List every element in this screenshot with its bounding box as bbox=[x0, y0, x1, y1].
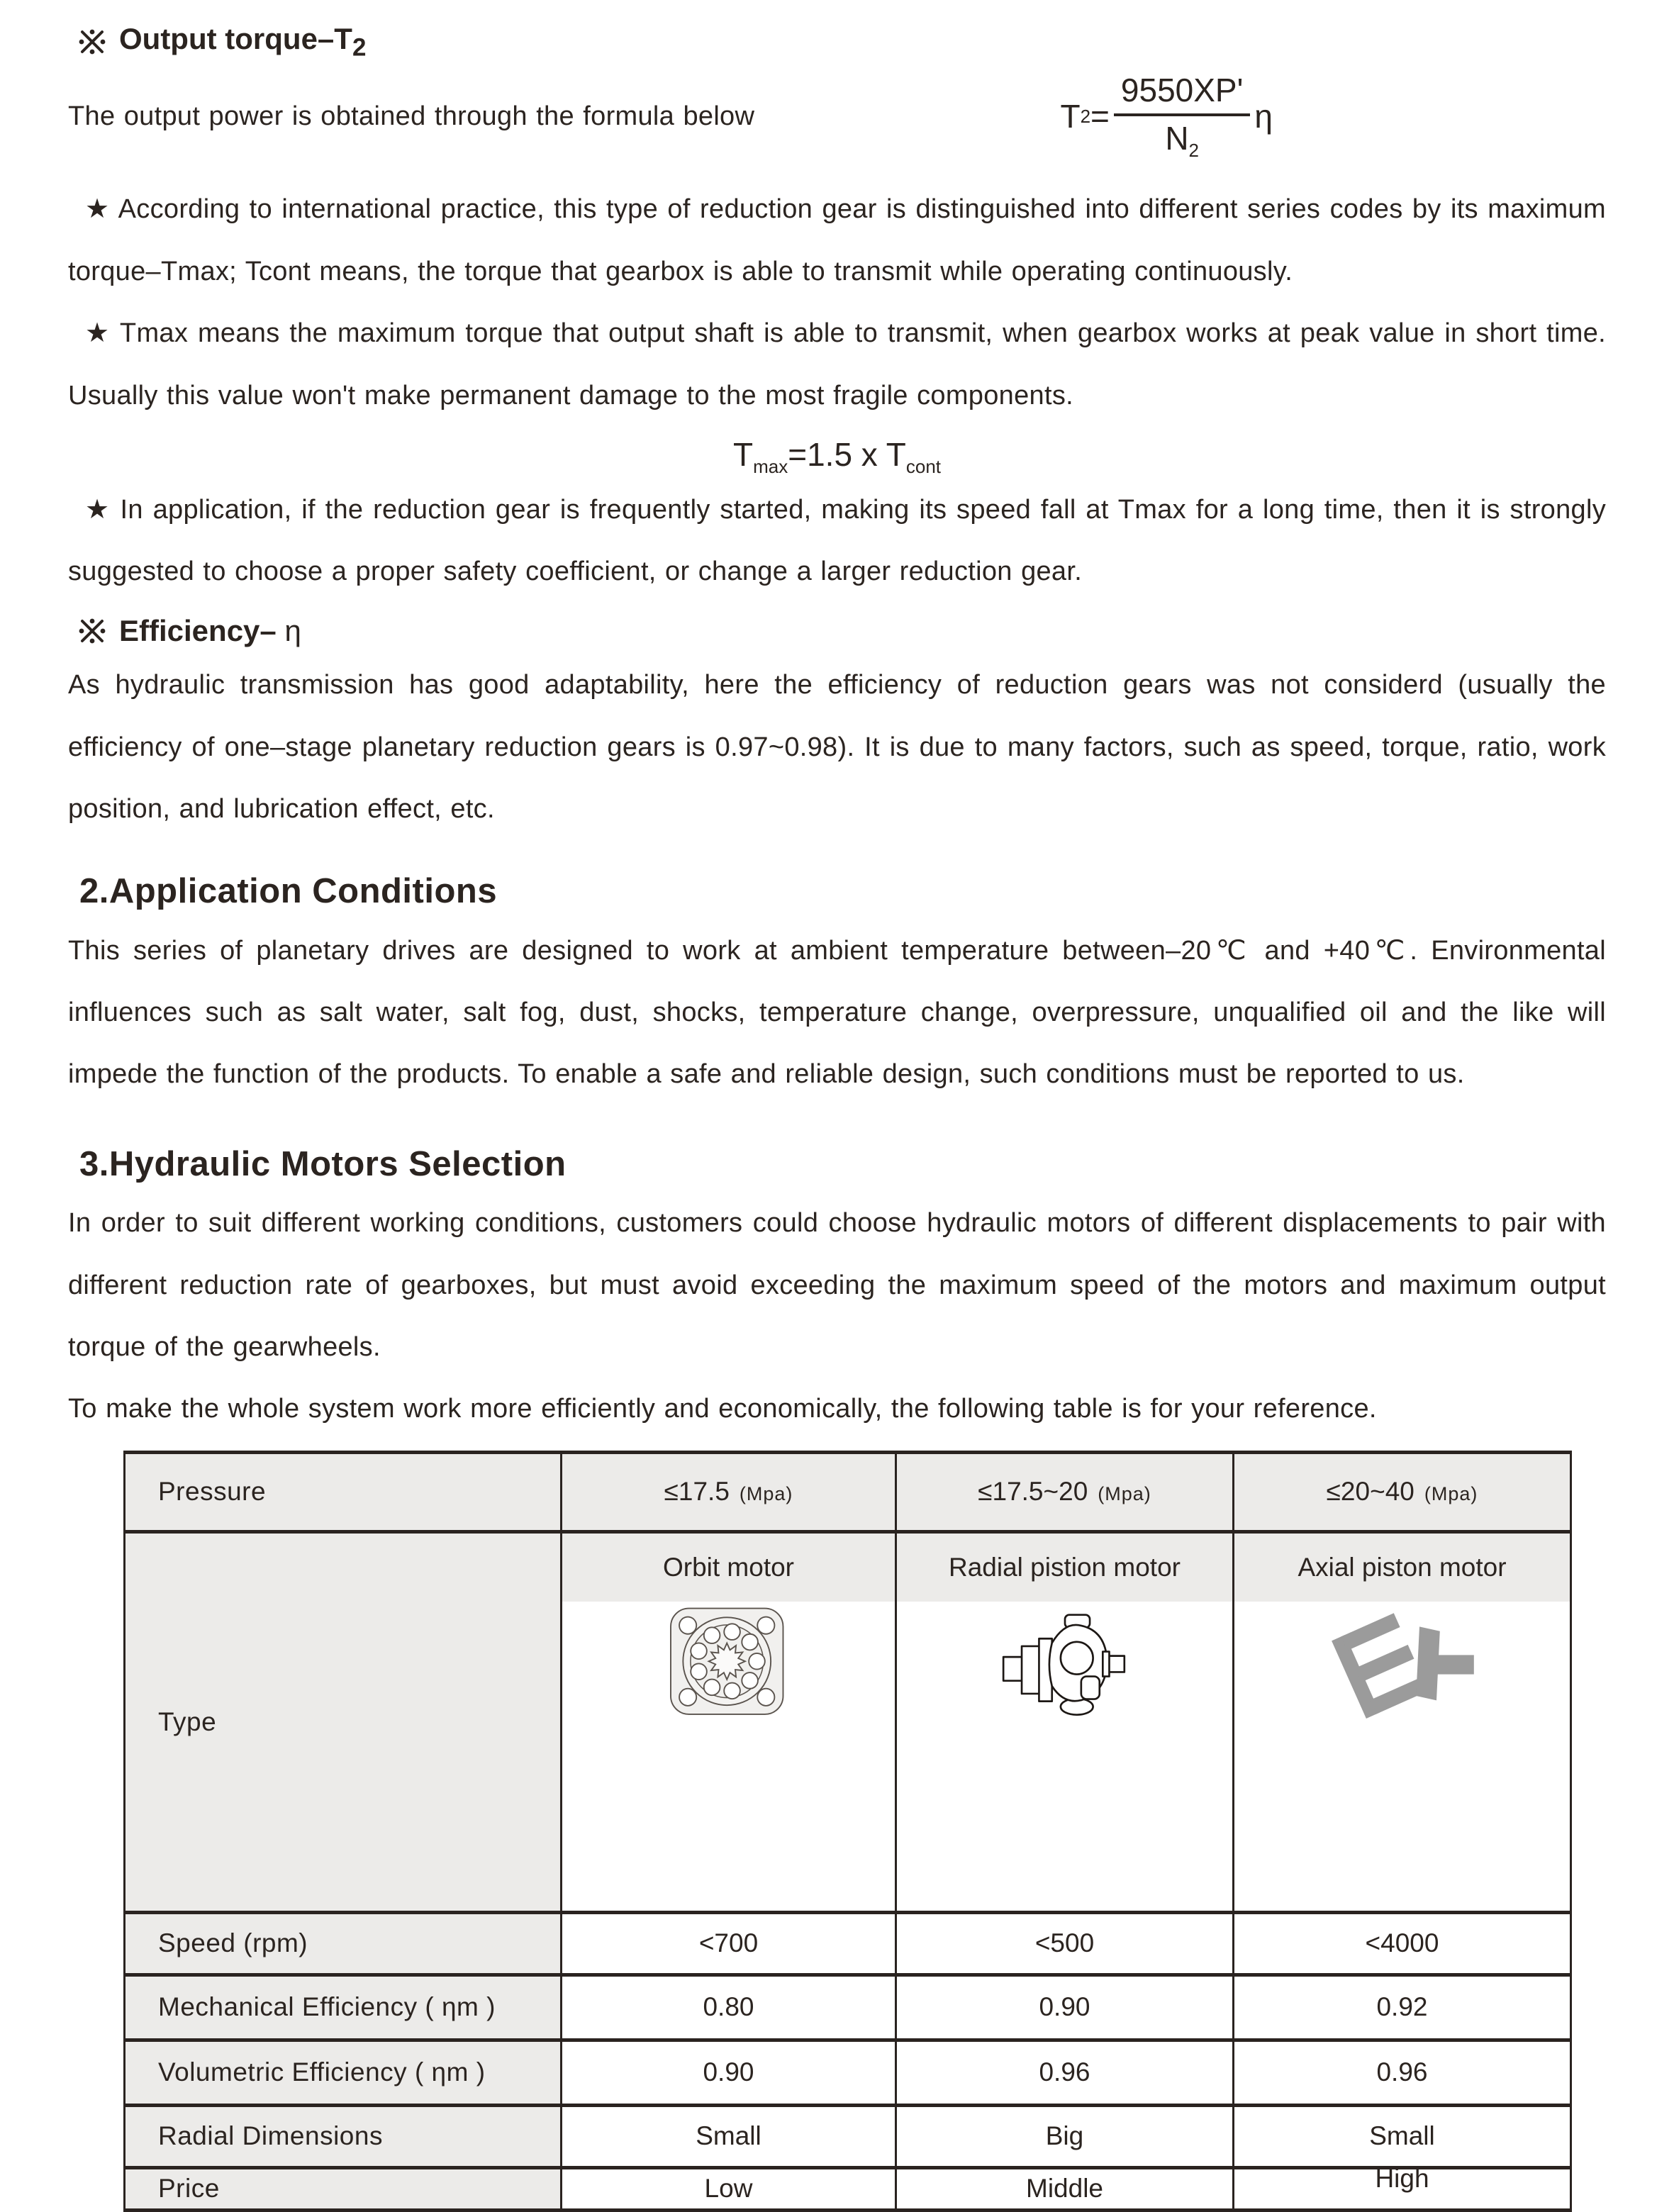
pressure-value-cell: ≤17.5 (Mpa) bbox=[562, 1452, 896, 1531]
radial-dimensions-label: Radial Dimensions bbox=[125, 2105, 562, 2167]
volumetric-efficiency-value: 0.96 bbox=[1234, 2040, 1571, 2105]
radial-piston-motor-name: Radial pistion motor bbox=[897, 1534, 1232, 1602]
price-value: High bbox=[1234, 2167, 1571, 2210]
volumetric-efficiency-row bbox=[125, 2040, 1571, 2105]
formula-lhs-sub: 2 bbox=[1080, 105, 1091, 127]
formula-fraction bbox=[1114, 71, 1250, 162]
pressure-label: Pressure bbox=[125, 1452, 562, 1531]
formula-equals: = bbox=[1090, 98, 1110, 135]
type-label: Type bbox=[125, 1531, 562, 1912]
price-value: Low bbox=[562, 2167, 896, 2210]
type-row bbox=[125, 1531, 1571, 1912]
speed-label: Speed (rpm) bbox=[125, 1912, 562, 1974]
intro-row bbox=[68, 67, 1606, 166]
heading-efficiency-text: Efficiency– η bbox=[119, 613, 301, 647]
radial-dimensions-row bbox=[125, 2105, 1571, 2167]
mechanical-efficiency-value: 0.90 bbox=[896, 1974, 1234, 2040]
radial-dimensions-value: Big bbox=[896, 2105, 1234, 2167]
price-value: Middle bbox=[896, 2167, 1234, 2210]
reference-mark-icon bbox=[78, 617, 106, 645]
heading-output-torque-text: Output torque–$T_2$ bbox=[119, 22, 367, 62]
formula-denominator: $N_2$ bbox=[1165, 120, 1200, 162]
axial-piston-motor-cell bbox=[1234, 1531, 1571, 1912]
pressure-value-cell: ≤17.5~20 (Mpa) bbox=[896, 1452, 1234, 1531]
radial-piston-motor-cell bbox=[896, 1531, 1234, 1912]
speed-value: <700 bbox=[562, 1912, 896, 1974]
formula-eta: η bbox=[1254, 98, 1273, 135]
pressure-row bbox=[125, 1452, 1571, 1531]
pressure-value-cell: ≤20~40 (Mpa) bbox=[1234, 1452, 1571, 1531]
mechanical-efficiency-label: Mechanical Efficiency ( ηm ) bbox=[125, 1974, 562, 2040]
intro-sentence: The output power is obtained through the formula below bbox=[68, 101, 755, 131]
reference-mark-icon bbox=[78, 28, 106, 56]
volumetric-efficiency-value: 0.96 bbox=[896, 2040, 1234, 2105]
heading-output-torque bbox=[78, 21, 1606, 62]
speed-row bbox=[125, 1912, 1571, 1974]
axial-piston-motor-name: Axial piston motor bbox=[1234, 1534, 1570, 1602]
tmax-formula: $T_{max}=1.5$ x $T_{cont}$ bbox=[732, 435, 942, 478]
mechanical-efficiency-row bbox=[125, 1974, 1571, 2040]
bullet-paragraph-1: ★ According to international practice, this type of reduction gear is distinguished into different series codes by its maximum torque–Tmax; Tcont means, the torque that gearbox is able to transmit while operating continuously. bbox=[68, 194, 1606, 286]
orbit-motor-cell bbox=[562, 1531, 896, 1912]
hydraulic-motors-paragraph: In order to suit different working conditions, customers could choose hydraulic motors of different displacements to pair with different reduction rate of gearboxes, but must avoid exceeding the maximum speed of the motors and maximum output torque of the gearwheels. bbox=[68, 1208, 1606, 1362]
output-torque-formula bbox=[1060, 71, 1273, 162]
table-reference-note: To make the whole system work more efficiently and economically, the following table is for your reference. bbox=[68, 1394, 1377, 1424]
mechanical-efficiency-value: 0.80 bbox=[562, 1974, 896, 2040]
radial-piston-motor-image bbox=[983, 1605, 1146, 1719]
heading-hydraulic-motors-selection: 3.Hydraulic Motors Selection bbox=[79, 1144, 567, 1183]
heading-sub: 2 bbox=[352, 33, 367, 62]
volumetric-efficiency-label: Volumetric Efficiency ( ηm ) bbox=[125, 2040, 562, 2105]
bullet-paragraph-2: ★ Tmax means the maximum torque that output shaft is able to transmit, when gearbox works at peak value in short time. Usually this value won't make permanent damage to the most fragile components. bbox=[68, 318, 1606, 410]
radial-dimensions-value: Small bbox=[562, 2105, 896, 2167]
formula-numerator: 9550XP' bbox=[1114, 71, 1250, 116]
volumetric-efficiency-value: 0.90 bbox=[562, 2040, 896, 2105]
speed-value: <500 bbox=[896, 1912, 1234, 1974]
efficiency-paragraph: As hydraulic transmission has good adaptability, here the efficiency of reduction gears was not considerd (usually the efficiency of one–stage planetary reduction gears is 0.97~0.98). It is due to many factors, such as speed, torque, ratio, work position, and lubrication effect, etc. bbox=[68, 670, 1606, 824]
application-conditions-paragraph: This series of planetary drives are designed to work at ambient temperature between–20℃ and +40℃. Environmental influences such as salt water, salt fog, dust, shocks, temperature change, overpressure, unqualified oil and the like will impede the function of the products. To enable a safe and reliable design, such conditions must be reported to us. bbox=[68, 935, 1606, 1090]
heading-application-conditions: 2.Application Conditions bbox=[79, 872, 498, 911]
price-row bbox=[125, 2167, 1571, 2210]
price-label: Price bbox=[125, 2167, 562, 2210]
orbit-motor-name: Orbit motor bbox=[562, 1534, 895, 1602]
bullet-paragraph-3: ★ In application, if the reduction gear is frequently started, making its speed fall at Tmax for a long time, then it is strongly suggested to choose a proper safety coefficient, or change a larger reduction gear. bbox=[68, 494, 1606, 587]
mechanical-efficiency-value: 0.92 bbox=[1234, 1974, 1571, 2040]
heading-efficiency bbox=[78, 613, 1606, 649]
formula-lhs: T bbox=[1060, 98, 1081, 135]
hydraulic-motor-comparison-table bbox=[123, 1451, 1572, 2212]
axial-piston-motor-image bbox=[1314, 1605, 1491, 1719]
speed-value: <4000 bbox=[1234, 1912, 1571, 1974]
orbit-motor-image bbox=[649, 1605, 808, 1719]
radial-dimensions-value: Small bbox=[1234, 2105, 1571, 2167]
